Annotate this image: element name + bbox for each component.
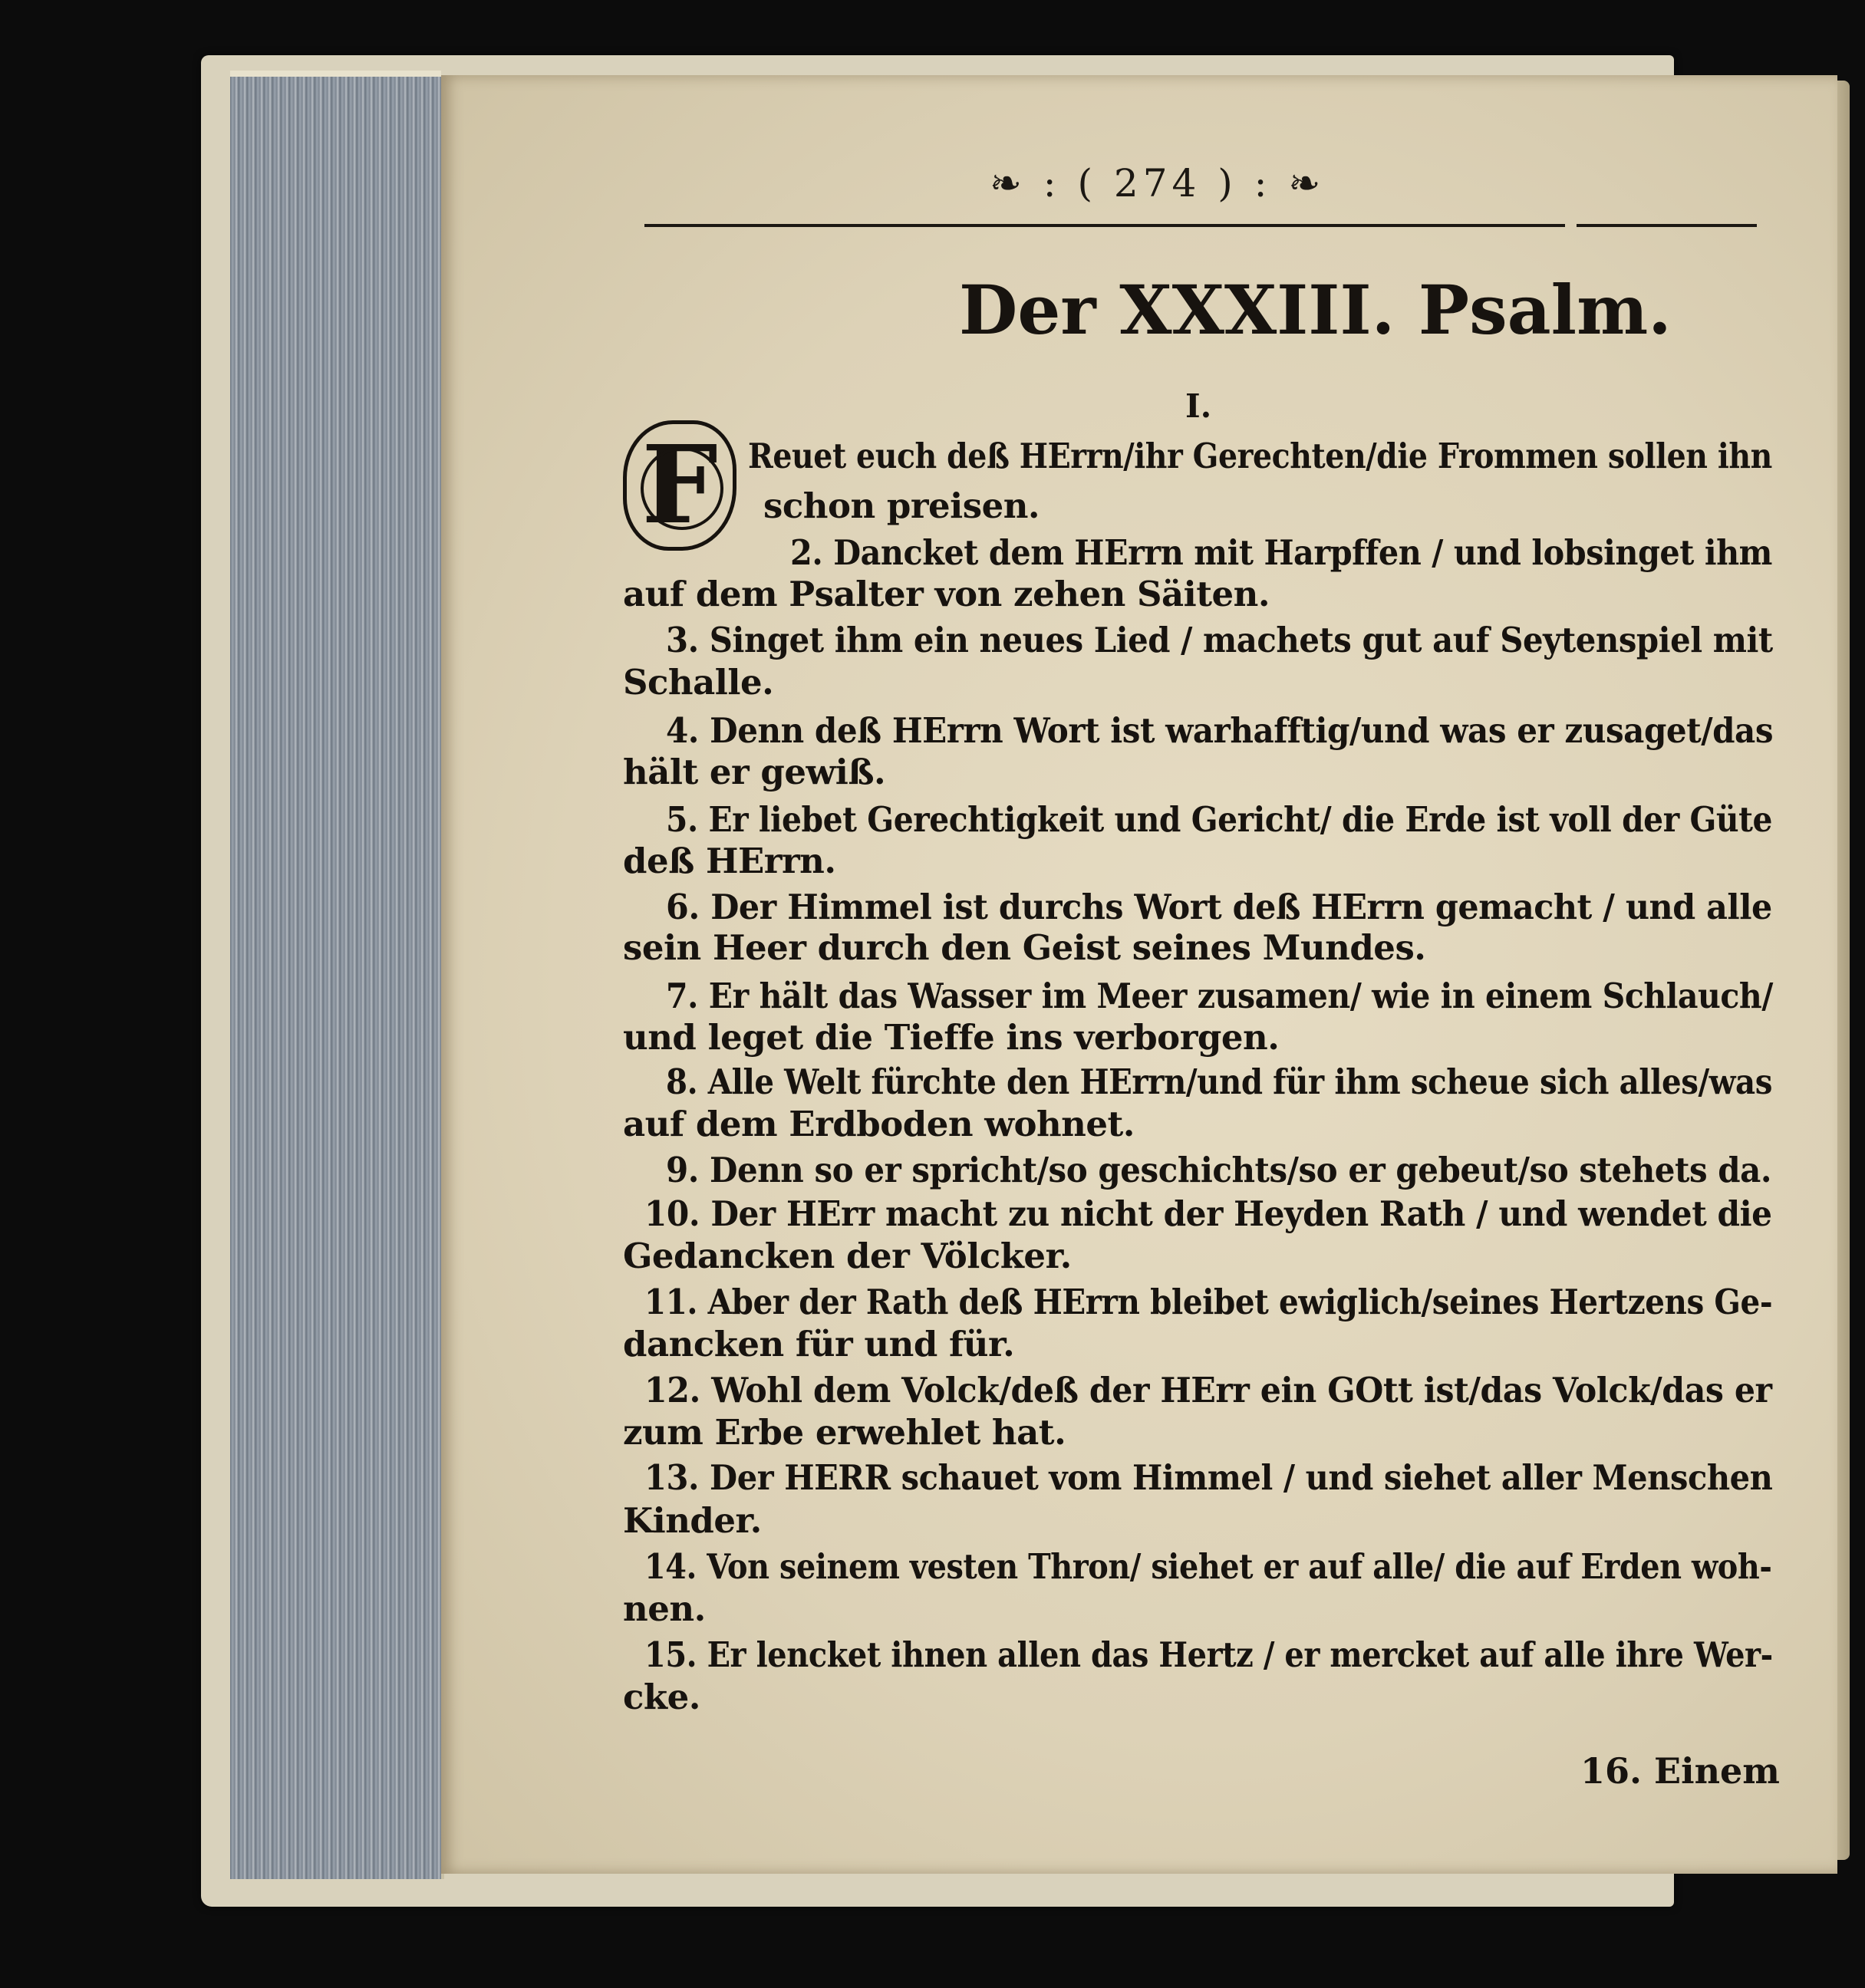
text-line: schon preisen. (763, 485, 1040, 526)
text-line: Reuet euch deß HErrn/ihr Gerechten/die Frommen sollen ihn (748, 436, 1772, 476)
text-line: 10. Der HErr macht zu nicht der Heyden Rath / und wendet die (644, 1193, 1772, 1234)
text-line: 7. Er hält das Wasser im Meer zusamen/ wie in einem Schlauch/ (666, 976, 1773, 1016)
text-line: Schalle. (623, 662, 774, 703)
text-line: sein Heer durch den Geist seines Mundes. (623, 927, 1426, 968)
text-line: 2. Dancket dem HErrn mit Harpffen / und lobsinget ihm (790, 532, 1772, 573)
text-line: und leget die Tieffe ins verborgen. (623, 1017, 1280, 1058)
header-rule-right (1577, 224, 1757, 227)
catchword: 16. Einem (1580, 1750, 1780, 1792)
header-rule-left (644, 224, 1565, 227)
text-line: deß HErrn. (623, 841, 836, 881)
text-line: 5. Er liebet Gerechtigkeit und Gericht/ die Erde ist voll der Güte (666, 799, 1773, 840)
text-line: auf dem Psalter von zehen Säiten. (623, 574, 1270, 614)
text-line: 12. Wohl dem Volck/deß der HErr ein GOtt ist/das Volck/das er (644, 1370, 1772, 1410)
text-line: Gedancken der Völcker. (623, 1236, 1072, 1276)
text-line: 11. Aber der Rath deß HErrn bleibet ewiglich/seines Hertzens Ge- (644, 1282, 1773, 1322)
text-line: 14. Von seinem vesten Thron/ siehet er auf alle/ die auf Erden woh- (644, 1546, 1772, 1587)
text-line: 9. Denn so er spricht/so geschichts/so er gebeut/so stehets da. (666, 1150, 1772, 1190)
text-line: hält er gewiß. (623, 752, 886, 792)
text-line: 4. Denn deß HErrn Wort ist warhafftig/und was er zusaget/das (666, 710, 1774, 751)
text-line: 8. Alle Welt fürchte den HErrn/und für ihm scheue sich alles/was (666, 1061, 1772, 1102)
text-line: auf dem Erdboden wohnet. (623, 1104, 1135, 1144)
psalm-title: Der XXXIII. Psalm. (959, 270, 1672, 350)
stanza-number: I. (1185, 387, 1212, 425)
text-line: 6. Der Himmel ist durchs Wort deß HErrn gemacht / und alle (666, 887, 1772, 927)
text-line: nen. (623, 1588, 706, 1629)
text-line: cke. (623, 1677, 700, 1717)
page-header: ❧ : ( 274 ) : ❧ (990, 161, 1326, 206)
text-line: 15. Er lencket ihnen allen das Hertz / er mercket auf alle ihre Wer- (644, 1634, 1773, 1675)
text-line: zum Erbe erwehlet hat. (623, 1412, 1066, 1453)
text-line: 13. Der HERR schauet vom Himmel / und siehet aller Menschen (644, 1457, 1773, 1498)
text-line: dancken für und für. (623, 1324, 1015, 1364)
text-line: 3. Singet ihm ein neues Lied / machets gut auf Seytenspiel mit (666, 620, 1773, 660)
drop-cap-initial: F (623, 420, 736, 551)
page-block-edges (230, 77, 444, 1879)
text-line: Kinder. (623, 1500, 762, 1541)
